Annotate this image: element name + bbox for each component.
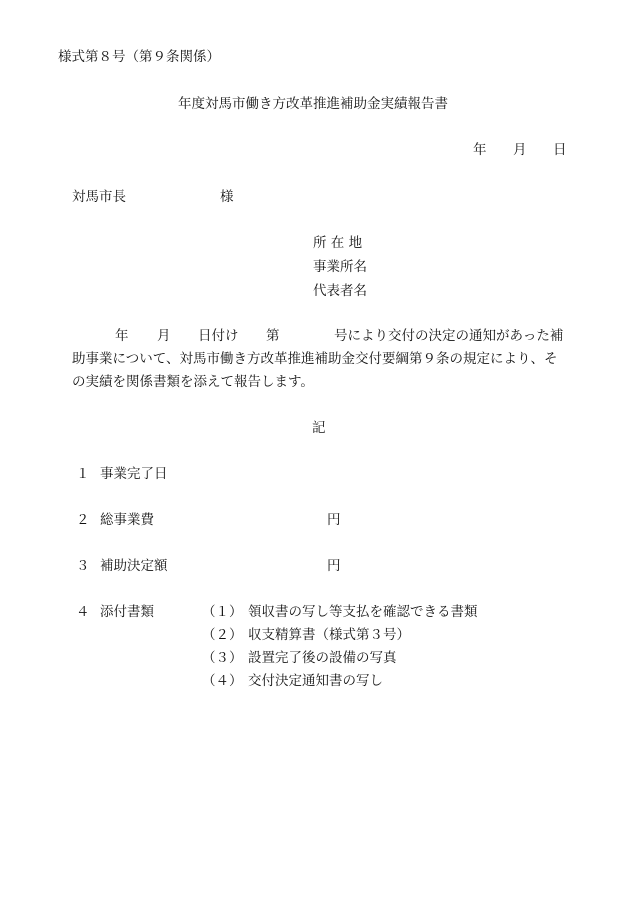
item-2-unit: 円 bbox=[327, 512, 341, 528]
item-1-label: 事業完了日 bbox=[100, 466, 168, 482]
ki-heading: 記 bbox=[312, 420, 326, 436]
addressee-name: 対馬市長 bbox=[72, 189, 126, 205]
representative-label: 代表者名 bbox=[313, 283, 367, 299]
item-3-number: ３ bbox=[76, 558, 90, 574]
attachment-3-number: （３） bbox=[202, 650, 243, 666]
attachment-3-text: 設置完了後の設備の写真 bbox=[248, 650, 397, 666]
item-4-number: ４ bbox=[76, 604, 90, 620]
item-4-label: 添付書類 bbox=[100, 604, 154, 620]
body-line1-text: 号により交付の決定の通知があった補 bbox=[334, 328, 564, 344]
item-3-unit: 円 bbox=[327, 558, 341, 574]
attachment-1-number: （１） bbox=[202, 604, 243, 620]
form-number: 様式第８号（第９条関係） bbox=[58, 49, 220, 65]
body-line3: の実績を関係書類を添えて報告します。 bbox=[72, 374, 314, 390]
attachment-4-text: 交付決定通知書の写し bbox=[248, 673, 383, 689]
body-number-prefix: 第 bbox=[266, 328, 280, 344]
attachment-1-text: 領収書の写し等支払を確認できる書類 bbox=[248, 604, 478, 620]
item-2-number: ２ bbox=[76, 512, 90, 528]
attachment-2-text: 収支精算書（様式第３号） bbox=[248, 627, 410, 643]
item-1-number: １ bbox=[76, 466, 90, 482]
form-title: 年度対馬市働き方改革推進補助金実績報告書 bbox=[178, 96, 448, 112]
item-2-label: 総事業費 bbox=[100, 512, 154, 528]
address-label: 所 在 地 bbox=[313, 235, 363, 251]
item-3-label: 補助決定額 bbox=[100, 558, 168, 574]
addressee-honorific: 様 bbox=[220, 189, 234, 205]
office-name-label: 事業所名 bbox=[313, 259, 367, 275]
attachment-4-number: （４） bbox=[202, 673, 243, 689]
attachment-2-number: （２） bbox=[202, 627, 243, 643]
body-dated-label: 日付け bbox=[198, 328, 239, 344]
body-month-label: 月 bbox=[157, 328, 171, 344]
date-month-label: 月 bbox=[513, 142, 527, 158]
date-day-label: 日 bbox=[553, 142, 567, 158]
date-year-label: 年 bbox=[473, 142, 487, 158]
body-year-label: 年 bbox=[115, 328, 129, 344]
body-line2: 助事業について、対馬市働き方改革推進補助金交付要綱第９条の規定により、そ bbox=[72, 351, 558, 367]
